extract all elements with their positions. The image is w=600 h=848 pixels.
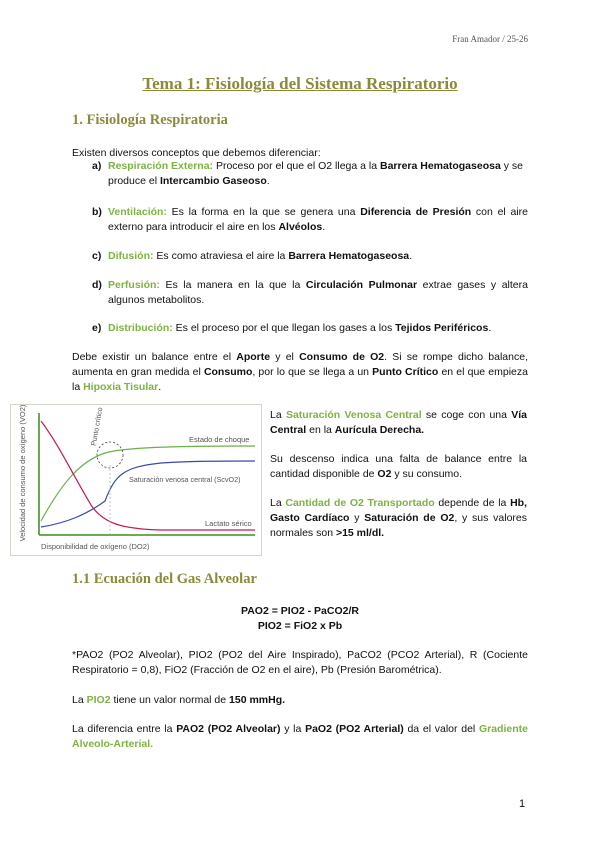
side-paragraph-2: Su descenso indica una falta de balance entre la cantidad disponible de O2 y su consumo. bbox=[270, 453, 527, 480]
figure-ylabel: Velocidad de consumo de oxígeno (VO2) bbox=[18, 405, 27, 542]
intro-text: Existen diversos conceptos que debemos diferenciar: bbox=[72, 147, 321, 159]
list-item-e: e) Distribución: Es el proceso por el que llegan los gases a los Tejidos Periféricos. bbox=[92, 322, 492, 334]
equation-pao2: PAO2 = PIO2 - PaCO2/R bbox=[241, 605, 359, 617]
list-item-d: d) Perfusión: Es la manera en la que la Circulación Pulmonar extrae gases y altera algunos metabolitos. bbox=[92, 279, 528, 306]
list-item-c: c) Difusión: Es como atraviesa el aire la Barrera Hematogaseosa. bbox=[92, 250, 413, 262]
svo2-curve bbox=[41, 461, 255, 527]
pio2-paragraph: La PIO2 tiene un valor normal de 150 mmHg. bbox=[72, 694, 286, 706]
side-paragraph-1: La Saturación Venosa Central se coge con una Vía Central en la Aurícula Derecha. bbox=[270, 409, 527, 436]
side-paragraph-3: La Cantidad de O2 Transportado depende de la Hb, Gasto Cardíaco y Saturación de O2, y sus valores normales son >15 ml/dl. bbox=[270, 497, 528, 539]
figure-xlabel: Disponibilidad de oxígeno (DO2) bbox=[41, 542, 150, 551]
svo2-curve-label: Saturación venosa central (ScvO2) bbox=[129, 475, 241, 484]
lactate-curve-label: Lactato sérico bbox=[205, 519, 252, 528]
header-author: Fran Amador / 25-26 bbox=[452, 34, 528, 44]
section-heading-1: 1. Fisiología Respiratoria bbox=[72, 112, 228, 128]
equation-pio2: PIO2 = FiO2 x Pb bbox=[257, 620, 343, 632]
page-number: 1 bbox=[519, 798, 526, 810]
list-item-a: a) Respiración Externa: Proceso por el que el O2 llega a la Barrera Hematogaseosa y se produce el Intercambio Gaseoso. bbox=[92, 160, 523, 187]
balance-paragraph: Debe existir un balance entre el Aporte y el Consumo de O2. Si se rompe dicho balance, aumenta en gran medida el Consumo, por lo que se llega a un Punto Crítico en el que empieza la Hipoxia Tisular. bbox=[72, 351, 528, 393]
shock-curve-label: Estado de choque bbox=[189, 435, 250, 444]
oxygen-consumption-figure bbox=[10, 404, 262, 556]
critical-point-label: Punto crítico bbox=[90, 406, 105, 447]
abbreviations-note: *PAO2 (PO2 Alveolar), PIO2 (PO2 del Aire Inspirado), PaCO2 (PCO2 Arterial), R (Cociente Respiratorio = 0,8), FiO2 (Fracción de O2 en el aire), Pb (Presión Barométrica). bbox=[72, 649, 528, 676]
list-item-b: b) Ventilación: Es la forma en la que se genera una Diferencia de Presión con el aire externo para introducir el aire en los Alvéolos. bbox=[92, 206, 528, 233]
section-heading-1-1: 1.1 Ecuación del Gas Alveolar bbox=[72, 571, 257, 587]
gradient-paragraph: La diferencia entre la PAO2 (PO2 Alveolar) y la PaO2 (PO2 Arterial) da el valor del Gradiente Alveolo-Arterial. bbox=[72, 723, 528, 750]
page-title: Tema 1: Fisiología del Sistema Respiratorio bbox=[142, 74, 458, 93]
